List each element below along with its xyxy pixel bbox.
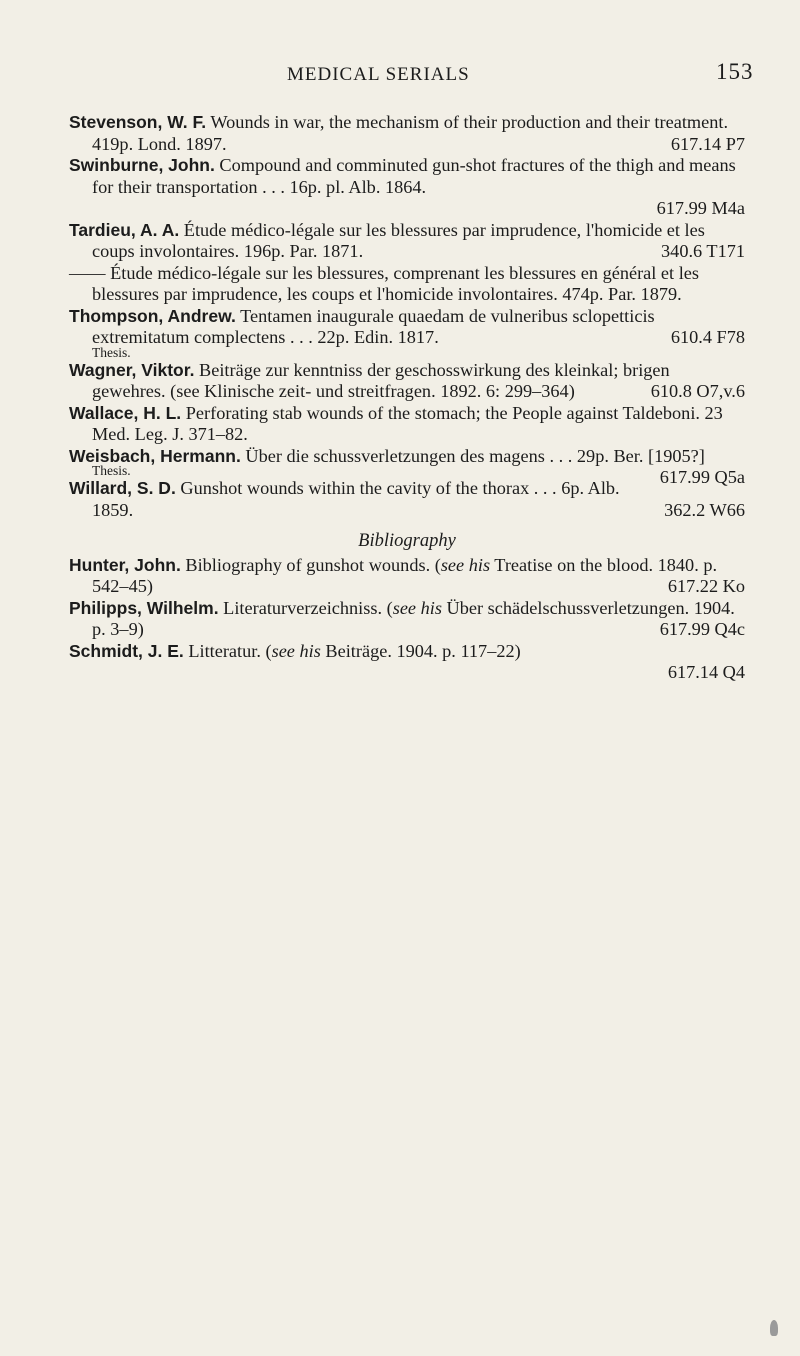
entry-author: Schmidt, J. E. [69, 640, 184, 661]
entry-wallace [69, 403, 745, 446]
entry-call-number: 617.99 Q4c [659, 619, 745, 639]
section-heading: Bibliography [358, 531, 456, 551]
entry-call-number: 617.99 M4a [656, 198, 745, 218]
bibliography-content [69, 112, 745, 684]
entry-author-dash: —— [69, 262, 106, 283]
entry-text: Über schädelschussverletzungen. 1904. p. 3–9) [92, 597, 735, 639]
entry-willard [69, 478, 745, 521]
entry-author: Stevenson, W. F. [69, 112, 207, 132]
entry-stevenson [69, 112, 745, 155]
entry-text: Bibliography of gunshot wounds. ( [185, 554, 441, 575]
entry-author: Tardieu, A. A. [69, 219, 180, 240]
entry-text: Litteratur. ( [188, 640, 272, 661]
entry-call-number: 610.8 O7,v.6 [650, 381, 745, 401]
entry-author: Swinburne, John. [69, 155, 215, 175]
entry-text: Beiträge zur kenntniss der geschosswirkung des kleinkal; brigen gewehres. (see Klinische zeit- und streitfragen. 1892. 6: 299–364) [92, 359, 670, 401]
entry-text: Über die schussverletzungen des magens . . . 29p. Ber. [1905?] [245, 445, 705, 466]
entry-philipps [69, 598, 745, 641]
entry-call-number: 610.4 F78 [670, 327, 745, 347]
see-his: see his [392, 597, 442, 618]
entry-call-number: 617.14 Q4 [667, 662, 745, 682]
entry-schmidt [69, 641, 745, 684]
entry-swinburne [69, 155, 745, 220]
entry-text: Étude médico-légale sur les blessures par imprudence, l'homicide et les coups involontaires. 196p. Par. 1871. [92, 219, 705, 261]
entry-call-number: 617.14 P7 [670, 133, 745, 154]
entry-author: Philipps, Wilhelm. [69, 597, 219, 618]
page-blemish [770, 1320, 778, 1336]
entry-note: Thesis. [92, 463, 131, 478]
entry-wagner [69, 360, 745, 403]
entry-call-number: 617.99 Q5a [659, 467, 745, 487]
entry-text: Étude médico-légale sur les blessures, comprenant les blessures en général et les blessures par imprudence, les coups et l'homicide involontaires. 474p. Par. 1879. [92, 262, 699, 304]
entry-text: Perforating stab wounds of the stomach; the People against Taldeboni. 23 Med. Leg. J. 371–82. [92, 402, 723, 444]
page-number: 153 [716, 59, 754, 84]
see-his: see his [271, 640, 321, 661]
entry-author: Wagner, Viktor. [69, 359, 195, 380]
entry-note: Thesis. [92, 344, 131, 360]
entry-author: Weisbach, Hermann. [69, 445, 241, 466]
entry-text: Treatise on the blood. 1840. p. 542–45) [92, 554, 718, 596]
entry-text: Compound and comminuted gun-shot fractures of the thigh and means for their transportation . . . 16p. pl. Alb. 1864. [92, 155, 736, 197]
entry-call-number: 340.6 T171 [661, 241, 745, 261]
entry-author: Wallace, H. L. [69, 402, 182, 423]
entry-tardieu-2 [69, 263, 745, 306]
see-his: see his [440, 554, 491, 575]
entry-call-number: 362.2 W66 [664, 499, 745, 520]
entry-hunter [69, 555, 745, 598]
entry-text: Literaturverzeichniss. ( [223, 597, 393, 618]
entry-tardieu-1 [69, 220, 745, 263]
running-title: MEDICAL SERIALS [287, 64, 470, 85]
entry-thompson [69, 306, 745, 349]
entry-text: Gunshot wounds within the cavity of the thorax . . . 6p. Alb. 1859. [92, 478, 620, 520]
entry-text: Wounds in war, the mechanism of their production and their treatment. 419p. Lond. 1897. [92, 112, 729, 154]
entry-author: Willard, S. D. [69, 478, 176, 498]
entry-text: Tentamen inaugurale quaedam de vulneribus sclopetticis extremitatum complectens . . . 22p. Edin. 1817. [92, 305, 655, 347]
entry-author: Hunter, John. [69, 554, 181, 575]
entry-author: Thompson, Andrew. [69, 305, 236, 326]
entry-call-number: 617.22 Ko [667, 576, 745, 596]
entry-text: Beiträge. 1904. p. 117–22) [320, 640, 521, 661]
